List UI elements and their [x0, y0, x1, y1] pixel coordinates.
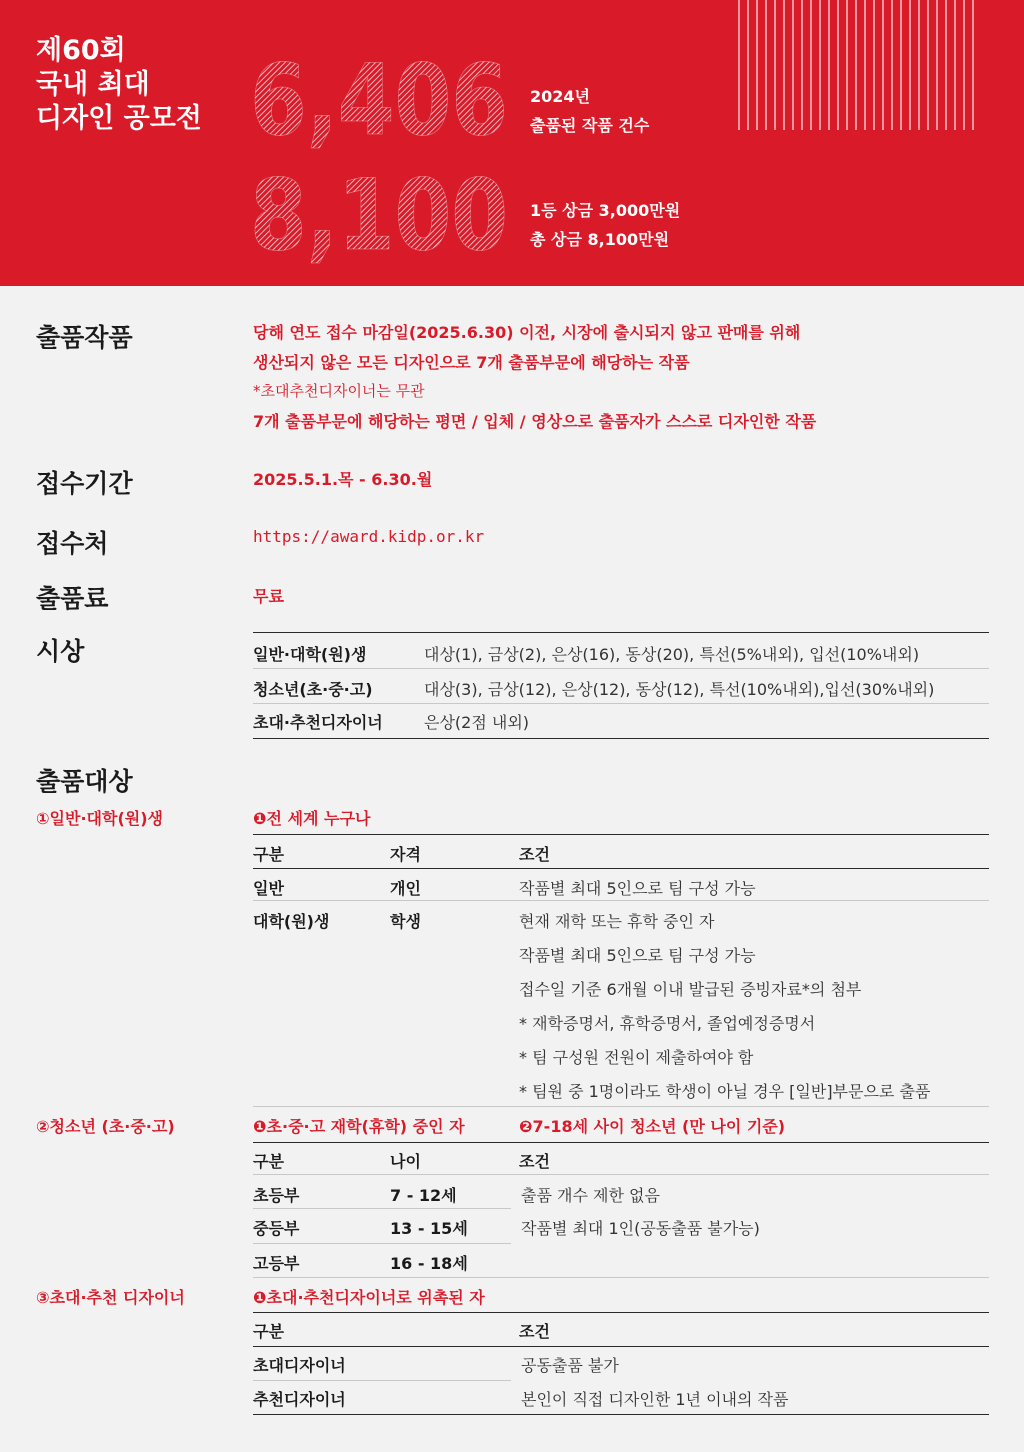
qual-cell: 학생	[390, 912, 421, 931]
big-numbers	[250, 46, 525, 271]
award-category: 청소년(초·중·고)	[253, 680, 373, 699]
award-category: 일반·대학(원)생	[253, 645, 367, 664]
caption-line: 총 상금 8,100만원	[530, 230, 670, 249]
col-header: 자격	[390, 845, 421, 864]
col-header: 조건	[519, 1152, 550, 1171]
entry-line: 당해 연도 접수 마감일(2025.6.30) 이전, 시장에 출시되지 않고 판매를 위해	[253, 323, 801, 342]
table-rule	[253, 1380, 511, 1381]
youth-group-label: ②청소년 (초·중·고)	[36, 1117, 175, 1136]
fee-value: 무료	[253, 587, 284, 606]
cond-cell: 작품별 최대 5인으로 팀 구성 가능	[519, 879, 756, 898]
table-rule	[253, 1346, 989, 1347]
col-header: 구분	[253, 845, 284, 864]
stat-number-prize: 8,100	[250, 159, 508, 271]
table-rule	[253, 900, 989, 901]
table-rule	[253, 1277, 989, 1278]
cond-cell: 출품 개수 제한 없음	[521, 1186, 660, 1205]
title-line: 디자인 공모전	[36, 103, 202, 134]
entry-description	[253, 318, 816, 436]
cond-cell: 작품별 최대 5인으로 팀 구성 가능	[519, 946, 756, 965]
qual-cell: 개인	[390, 879, 421, 898]
table-rule	[253, 1312, 989, 1313]
age-cell: 16 - 18세	[390, 1254, 468, 1273]
youth-subhead-2: ❷7-18세 사이 청소년 (만 나이 기준)	[519, 1117, 786, 1136]
general-subhead: ❶전 세계 누구나	[253, 809, 371, 828]
col-header: 나이	[390, 1152, 421, 1171]
table-rule	[253, 1414, 989, 1415]
table-rule	[253, 1106, 989, 1107]
submission-url-link[interactable]: https://award.kidp.or.kr	[253, 527, 485, 546]
entry-line: 생산되지 않은 모든 디자인으로 7개 출품부문에 해당하는 작품	[253, 352, 690, 372]
caption-line: 출품된 작품 건수	[530, 116, 650, 135]
table-rule	[253, 632, 989, 633]
place-label: 접수처	[36, 529, 109, 558]
type-cell: 초대디자이너	[253, 1356, 346, 1375]
table-rule	[253, 1243, 511, 1244]
col-header: 구분	[253, 1152, 284, 1171]
fee-label: 출품료	[36, 584, 109, 613]
award-detail: 대상(1), 금상(2), 은상(16), 동상(20), 특선(5%내외), 입선(10%내외)	[424, 645, 920, 664]
age-cell: 7 - 12세	[390, 1186, 457, 1205]
caption-line: 1등 상금 3,000만원	[530, 201, 681, 220]
period-label: 접수기간	[36, 469, 133, 498]
entry-note: *초대추천디자이너는 무관	[253, 382, 425, 400]
table-rule	[253, 1142, 989, 1143]
table-rule	[253, 1174, 989, 1175]
cond-cell: 작품별 최대 1인(공동출품 불가능)	[521, 1219, 760, 1238]
invited-group-label: ③초대·추천 디자이너	[36, 1288, 185, 1307]
general-group-label: ①일반·대학(원)생	[36, 809, 163, 828]
table-rule	[253, 703, 989, 704]
stat-caption-prize	[530, 196, 680, 254]
awards-label: 시상	[36, 637, 85, 666]
caption-line: 2024년	[530, 87, 590, 106]
table-rule	[253, 1208, 511, 1209]
award-detail: 대상(3), 금상(12), 은상(12), 동상(12), 특선(10%내외),입선(30%내외)	[424, 680, 935, 699]
type-cell: 초등부	[253, 1186, 300, 1205]
stat-caption-works	[530, 82, 649, 140]
cond-cell: 공동출품 불가	[521, 1356, 619, 1375]
decorative-stripes	[738, 0, 976, 130]
cond-note: * 재학증명서, 휴학증명서, 졸업예정증명서	[519, 1014, 816, 1033]
cond-cell: 현재 재학 또는 휴학 중인 자	[519, 912, 715, 931]
col-header: 조건	[519, 845, 550, 864]
type-cell: 대학(원)생	[253, 912, 330, 931]
type-cell: 중등부	[253, 1219, 300, 1238]
type-cell: 고등부	[253, 1254, 300, 1273]
award-detail: 은상(2점 내외)	[424, 713, 530, 732]
award-category: 초대·추천디자이너	[253, 713, 383, 732]
table-rule	[253, 834, 989, 835]
cond-note: * 팀원 중 1명이라도 학생이 아닐 경우 [일반]부문으로 출품	[519, 1082, 931, 1101]
table-rule	[253, 868, 989, 869]
type-cell: 추천디자이너	[253, 1390, 346, 1409]
age-cell: 13 - 15세	[390, 1219, 468, 1238]
cond-cell: 본인이 직접 디자인한 1년 이내의 작품	[521, 1390, 789, 1409]
entry-line: 7개 출품부문에 해당하는 평면 / 입체 / 영상으로 출품자가 스스로 디자인한 작품	[253, 411, 817, 431]
title-line: 국내 최대	[36, 69, 150, 100]
cond-cell: 접수일 기준 6개월 이내 발급된 증빙자료*의 첨부	[519, 980, 862, 999]
type-cell: 일반	[253, 879, 284, 898]
table-rule	[253, 738, 989, 739]
col-header: 구분	[253, 1322, 284, 1341]
invited-subhead: ❶초대·추천디자이너로 위촉된 자	[253, 1288, 485, 1307]
table-rule	[253, 668, 989, 669]
cond-note: * 팀 구성원 전원이 제출하여야 함	[519, 1048, 754, 1067]
youth-subhead-1: ❶초·중·고 재학(휴학) 중인 자	[253, 1117, 465, 1136]
period-value: 2025.5.1.목 - 6.30.월	[253, 470, 433, 489]
header-banner	[0, 0, 1024, 286]
eligibility-label: 출품대상	[36, 767, 133, 796]
contest-title	[36, 34, 202, 136]
title-line: 제60회	[36, 35, 126, 66]
entry-label: 출품작품	[36, 323, 133, 352]
col-header: 조건	[519, 1322, 550, 1341]
stat-number-works: 6,406	[250, 46, 508, 158]
